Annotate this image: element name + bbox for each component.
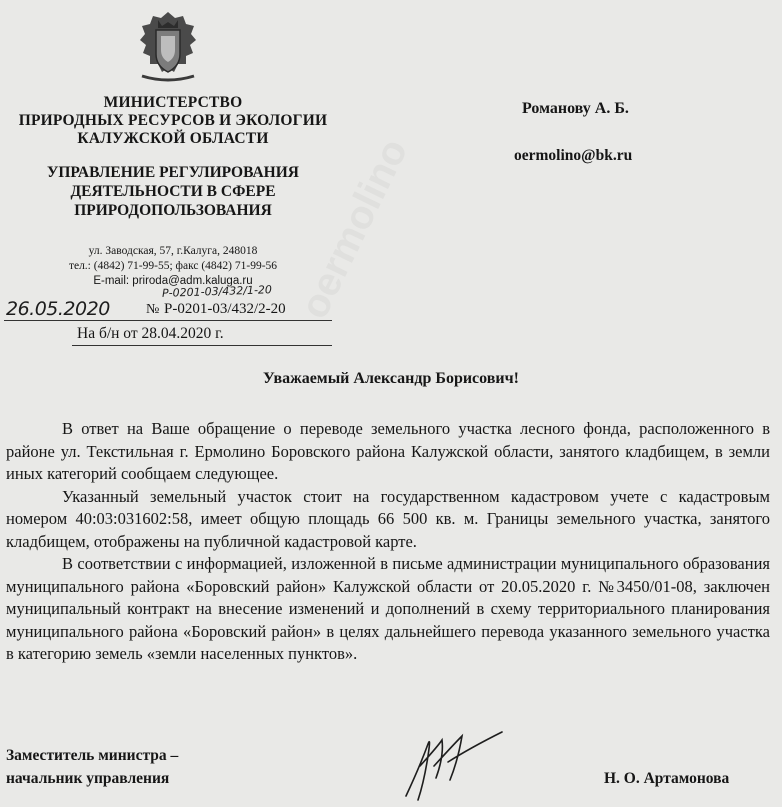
sender-email: E-mail: priroda@adm.kaluga.ru (93, 275, 253, 287)
sender-contacts (0, 244, 346, 289)
signatory-name: Н. О. Артамонова (604, 770, 730, 787)
number-sign: № (146, 302, 160, 317)
ministry-name (0, 94, 346, 148)
signatory-title (6, 744, 178, 790)
department-name (0, 163, 346, 220)
body-paragraph: В соответствии с информацией, изложенной в письме администрации муниципального образования муниципального района «Боровский район» Калужской области от 20.05.2020 г. №3450/01-08, заключен муниципальный контракт на внесение изменений и дополнений в схему территориального планирования муниципального района «Боровский район» в целях дальнейшего перевода указанного земельного участка в категорию земель «земли населенных пунктов». (6, 554, 770, 663)
letter-body (6, 418, 770, 666)
signatory-title-line: Заместитель министра – (6, 747, 179, 764)
signatory-title-line: начальник управления (6, 770, 170, 787)
outgoing-number: Р-0201-03/432/2-20 (164, 301, 286, 317)
handwritten-registration-number: Р-0201-03/432/1-20 (161, 283, 273, 300)
ministry-line: ПРИРОДНЫХ РЕСУРСОВ И ЭКОЛОГИИ (18, 112, 328, 129)
department-line: ДЕЯТЕЛЬНОСТИ В СФЕРЕ (70, 183, 276, 200)
recipient-name: Романову А. Б. (522, 100, 629, 117)
recipient-email: oermolino@bk.ru (514, 147, 633, 164)
watermark: oermolino (292, 132, 417, 326)
sender-phones: тел.: (4842) 71-99-55; факс (4842) 71-99-56 (68, 260, 278, 272)
handwritten-registration-date: 26.05.2020 (6, 298, 110, 320)
reply-underline (72, 345, 332, 346)
reply-reference: На б/н от 28.04.2020 г. (77, 325, 224, 342)
ministry-line: МИНИСТЕРСТВО (103, 94, 243, 111)
registration-underline (4, 320, 332, 321)
sender-address: ул. Заводская, 57, г.Калуга, 248018 (88, 245, 258, 257)
salutation: Уважаемый Александр Борисович! (263, 370, 519, 387)
body-paragraph: В ответ на Ваше обращение о переводе земельного участка лесного фонда, расположенного в районе ул. Текстильная г. Ермолино Боровского района Калужской области, занятого кладбищем, в земли иных категорий сообщаем следующее. (6, 419, 770, 483)
handwritten-signature (398, 726, 508, 804)
department-line: ПРИРОДОПОЛЬЗОВАНИЯ (74, 202, 272, 219)
department-line: УПРАВЛЕНИЕ РЕГУЛИРОВАНИЯ (47, 164, 299, 181)
body-paragraph: Указанный земельный участок стоит на государственном кадастровом учете с кадастровым номером 40:03:031602:58, имеет общую площадь 66 500 кв. м. Границы земельного участка, занятого кладбищем, отображены на публичной кадастровой карте. (6, 486, 770, 551)
ministry-line: КАЛУЖСКОЙ ОБЛАСТИ (77, 130, 269, 147)
coat-of-arms-emblem (128, 6, 208, 86)
registration-line (6, 298, 336, 320)
